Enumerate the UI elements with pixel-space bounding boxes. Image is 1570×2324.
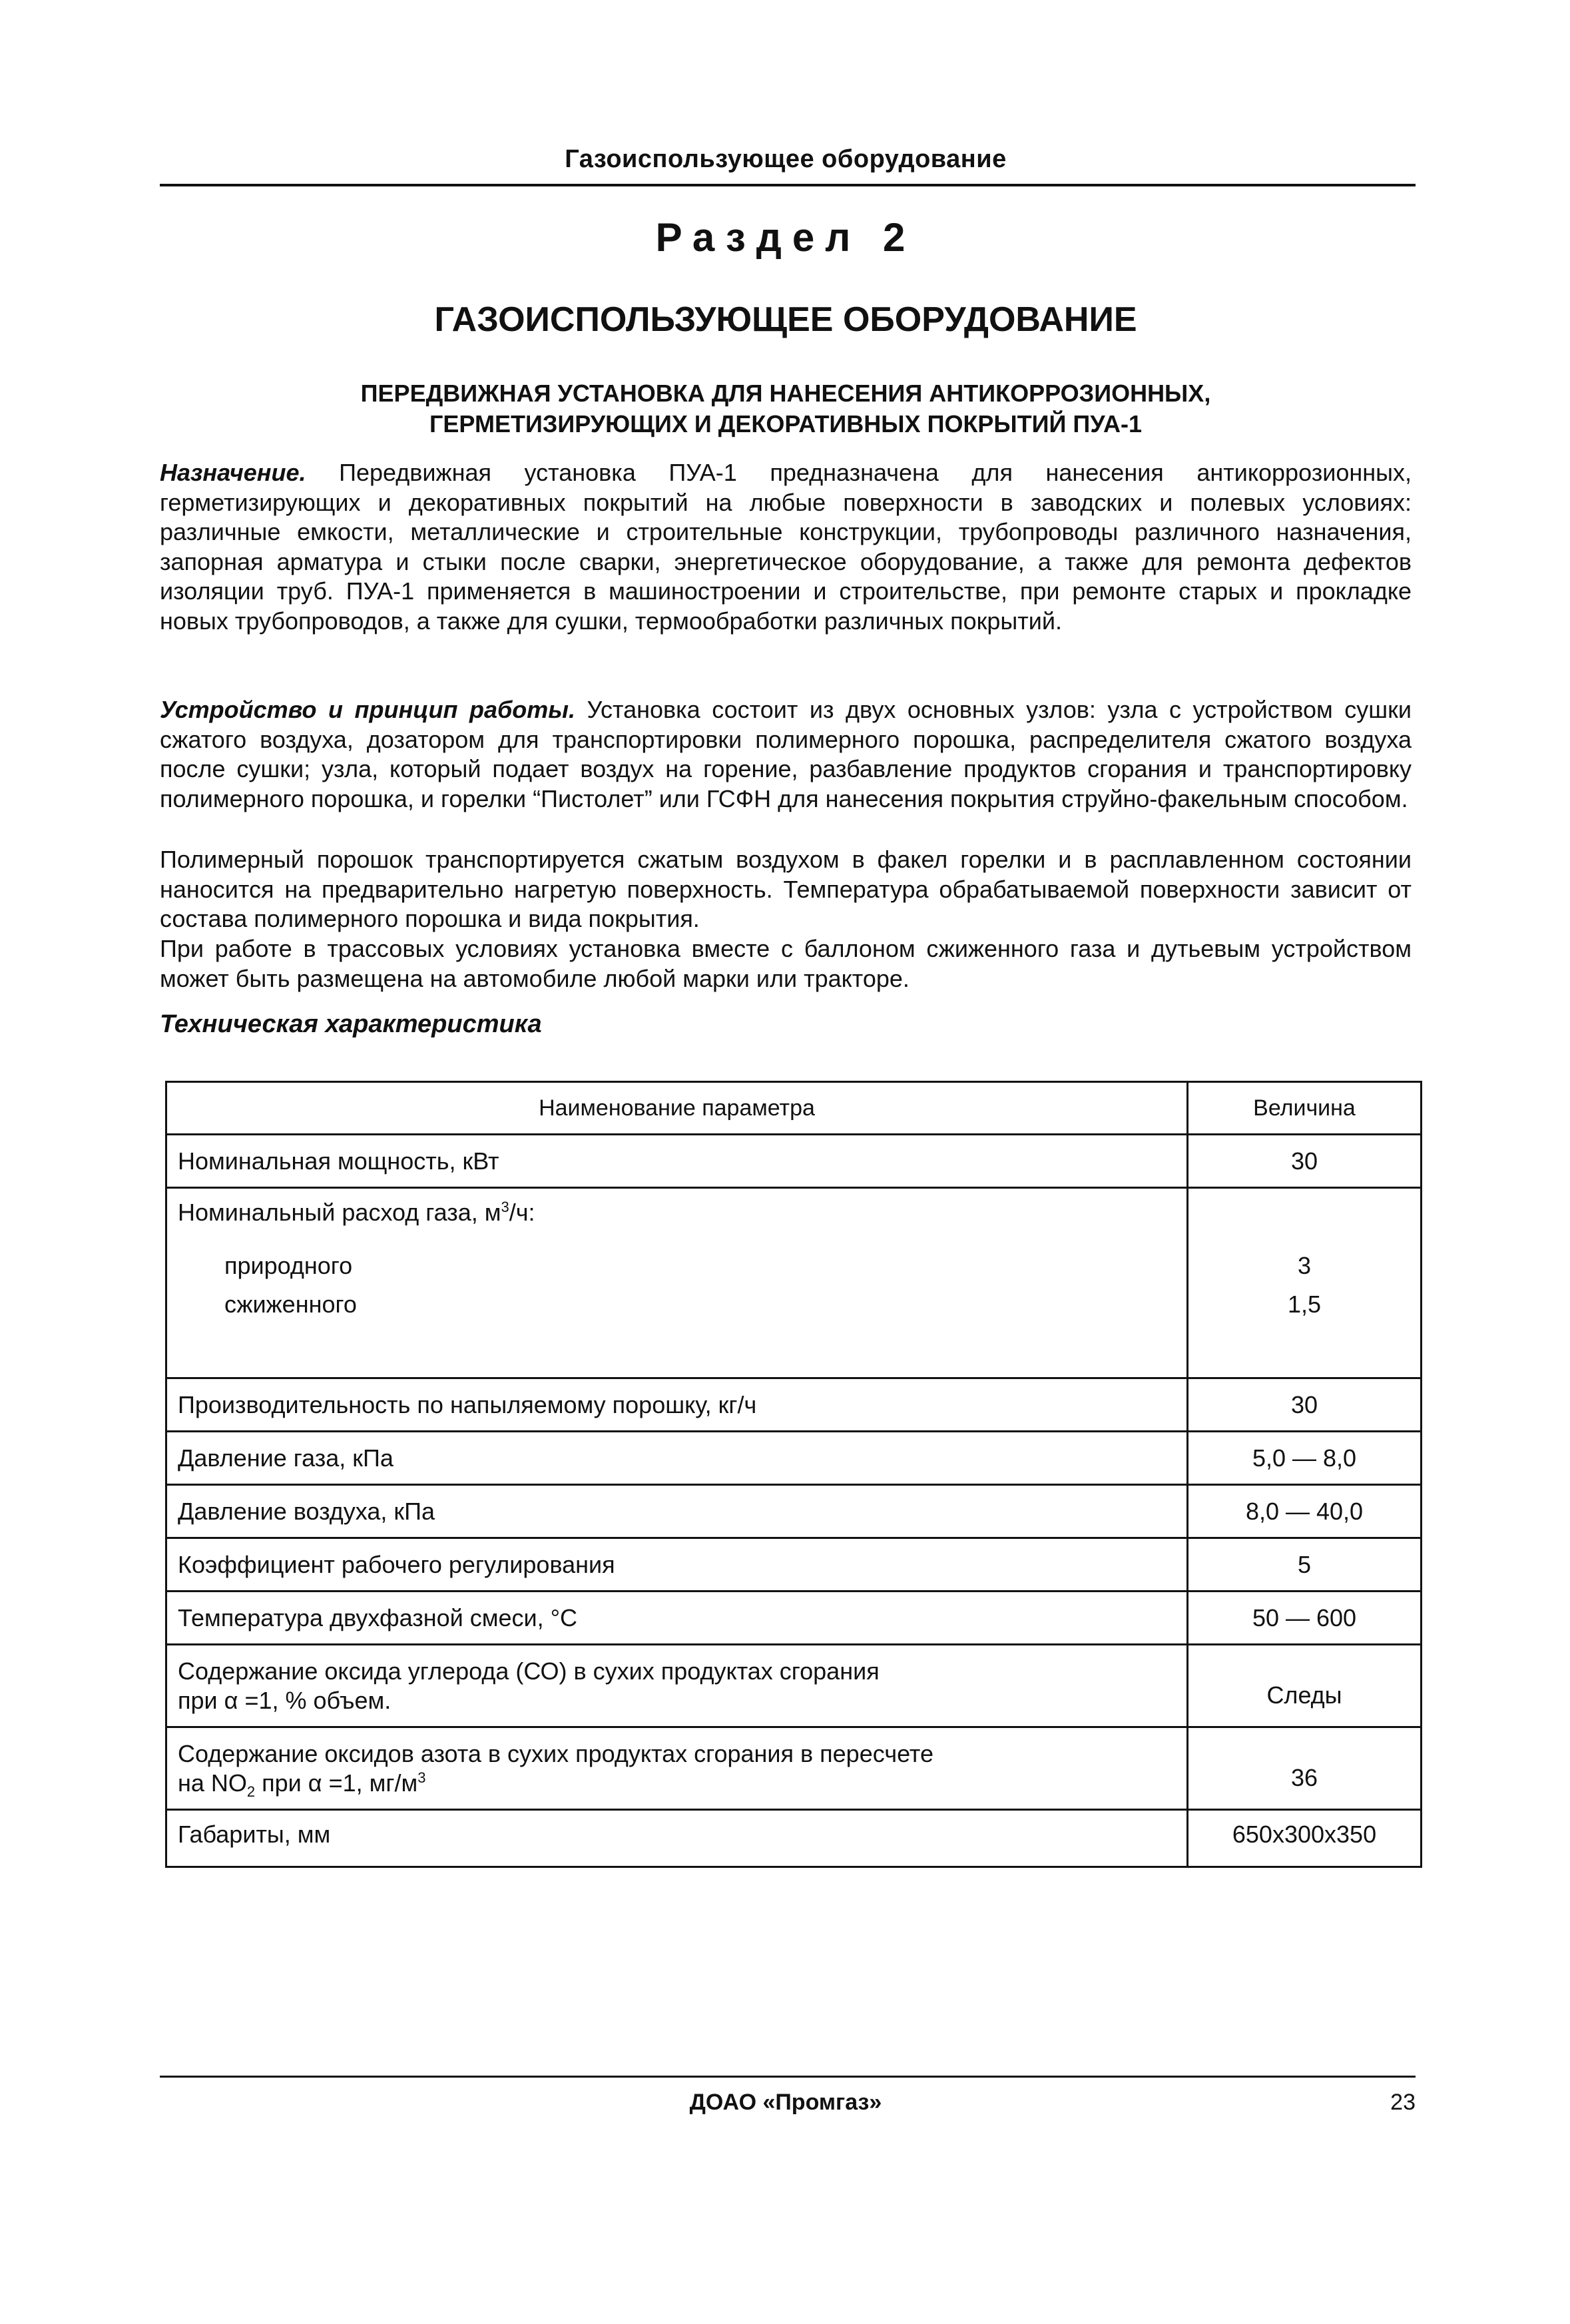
gas-flow-label: Номинальный расход газа, $м^3/ч$: — [178, 1199, 535, 1226]
gas-natural-label: природного — [224, 1252, 353, 1279]
table-header-row — [166, 1082, 1422, 1135]
table-row — [166, 1810, 1422, 1867]
item-title-line1: ПЕРЕДВИЖНАЯ УСТАНОВКА ДЛЯ НАНЕСЕНИЯ АНТИКОРРОЗИОННЫХ, — [360, 380, 1211, 407]
nox-line2: на $NO_2$ при α =1, $мг/м^3$ — [178, 1769, 426, 1800]
value-cell: 5,0 — 8,0 — [1188, 1432, 1422, 1485]
gas-natural-value: 3 — [1297, 1252, 1312, 1279]
param-cell: Номинальная мощность, кВт — [166, 1135, 1188, 1188]
table-row — [166, 1645, 1422, 1727]
device-text: Установка состоит из двух основных узлов: узла с устройством сушки сжатого воздуха, дозатором для транспортировки полимерного порошка, распределителя сжатого воздуха после сушки; узла, который подает воздух на горение, разбавление продуктов сгорания и транспортировку полимерного порошка, и горелки “Пистолет” или ГСФН для нанесения покрытия струйно-факельным способом. — [160, 696, 1412, 812]
column-header-value: Величина — [1188, 1082, 1422, 1135]
device-lead: Устройство и принцип работы. — [160, 696, 576, 723]
gas-liquefied-value: 1,5 — [1287, 1291, 1322, 1318]
field-paragraph: При работе в трассовых условиях установка вместе с баллоном сжиженного газа и дутьевым устройством может быть размещена на автомобиле любой марки или тракторе. — [160, 935, 1412, 992]
purpose-text: Передвижная установка ПУА-1 предназначена для нанесения антикоррозионных, герметизирующих и декоративных покрытий на любые поверхности в заводских и полевых условиях: различные емкости, металлические и строительные конструкции, трубопроводы различного назначения, запорная арматура и стыки после сварки, энергетическое оборудование, а также для ремонта дефектов изоляции труб. ПУА-1 применяется в машиностроении и строительстве, при ремонте старых и прокладке новых трубопроводов, а также для сушки, термообработки различных покрытий. — [160, 459, 1412, 635]
param-cell — [166, 1188, 1188, 1378]
table-row — [166, 1135, 1422, 1188]
item-title-line2: ГЕРМЕТИЗИРУЮЩИХ И ДЕКОРАТИВНЫХ ПОКРЫТИЙ ПУА-1 — [429, 410, 1142, 437]
value-cell: 30 — [1188, 1135, 1422, 1188]
page-number: 23 — [1390, 2090, 1416, 2115]
section-title: ГАЗОИСПОЛЬЗУЮЩЕЕ ОБОРУДОВАНИЕ — [434, 300, 1137, 339]
param-cell: Габариты, мм — [166, 1810, 1188, 1867]
param-cell: Производительность по напыляемому порошку, кг/ч — [166, 1378, 1188, 1432]
co-line2: при α =1, % объем. — [178, 1686, 392, 1714]
value-cell: 650x300x350 — [1188, 1810, 1422, 1867]
value-cell: 50 — 600 — [1188, 1592, 1422, 1645]
powder-paragraph: Полимерный порошок транспортируется сжатым воздухом в факел горелки и в расплавленном состоянии наносится на предварительно нагретую поверхность. Температура обрабатываемой поверхности зависит от состава полимерного порошка и вида покрытия. — [160, 846, 1412, 933]
value-cell: 5 — [1188, 1538, 1422, 1592]
specs-table — [165, 1081, 1422, 1868]
value-cell: 30 — [1188, 1378, 1422, 1432]
running-header: Газоиспользующее оборудование — [565, 145, 1007, 173]
value-cell — [1188, 1188, 1422, 1378]
value-cell: 36 — [1188, 1727, 1422, 1810]
header-rule — [160, 184, 1416, 186]
item-title — [160, 378, 1412, 439]
table-row — [166, 1592, 1422, 1645]
param-cell: Давление газа, кПа — [166, 1432, 1188, 1485]
value-cell: Следы — [1188, 1645, 1422, 1727]
device-paragraph — [160, 695, 1412, 814]
section-label: Раздел 2 — [655, 215, 916, 260]
purpose-paragraph — [160, 458, 1412, 637]
table-row — [166, 1727, 1422, 1810]
table-row — [166, 1485, 1422, 1538]
param-cell — [166, 1727, 1188, 1810]
table-row — [166, 1378, 1422, 1432]
param-cell — [166, 1645, 1188, 1727]
table-row — [166, 1432, 1422, 1485]
param-cell: Коэффициент рабочего регулирования — [166, 1538, 1188, 1592]
co-line1: Содержание оксида углерода (СО) в сухих продуктах сгорания — [178, 1657, 880, 1685]
param-cell: Давление воздуха, кПа — [166, 1485, 1188, 1538]
table-row — [166, 1188, 1422, 1378]
footer-organization: ДОАО «Промгаз» — [689, 2090, 882, 2115]
value-cell: 8,0 — 40,0 — [1188, 1485, 1422, 1538]
specs-heading: Техническая характеристика — [160, 1010, 542, 1038]
column-header-parameter: Наименование параметра — [166, 1082, 1188, 1135]
table-row — [166, 1538, 1422, 1592]
purpose-lead: Назначение. — [160, 459, 306, 486]
footer-rule — [160, 2076, 1416, 2078]
gas-liquefied-label: сжиженного — [224, 1291, 357, 1318]
nox-line1: Содержание оксидов азота в сухих продуктах сгорания в пересчете — [178, 1739, 934, 1767]
param-cell: Температура двухфазной смеси, °С — [166, 1592, 1188, 1645]
